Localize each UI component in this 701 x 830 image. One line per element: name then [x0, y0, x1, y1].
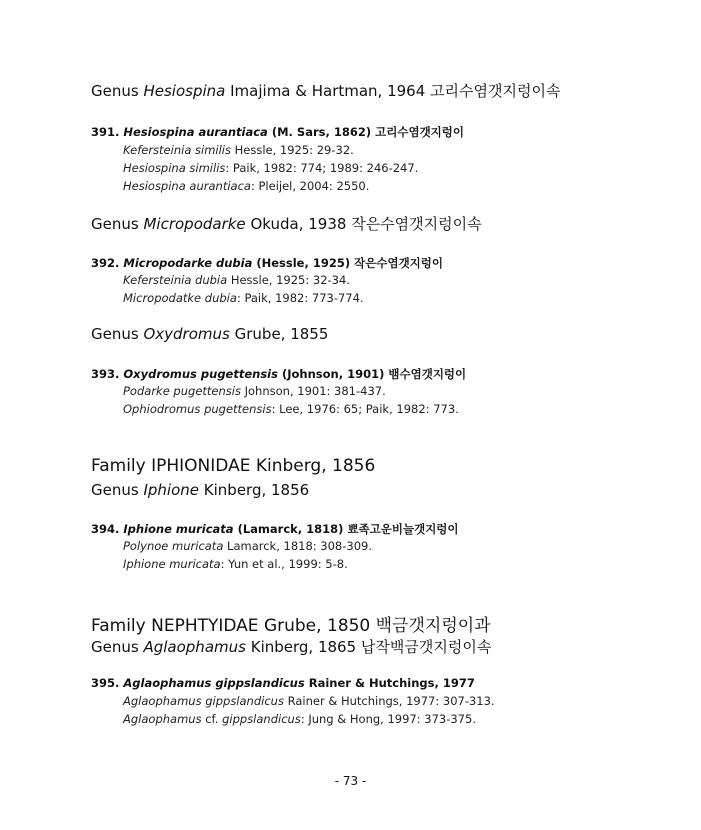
- genus-name: Iphione: [143, 481, 200, 499]
- genus-heading-hesiospina: [91, 80, 560, 101]
- species-author: (Lamarck, 1818): [237, 522, 344, 536]
- synonym-name: Polynoe muricata: [123, 539, 224, 553]
- genus-label: Genus: [91, 325, 139, 343]
- family-label: Family: [91, 616, 146, 636]
- synonym-ref: : Paik, 1982: 774; 1989: 246-247.: [225, 161, 419, 175]
- synonym-ref: Hessle, 1925: 32-34.: [230, 273, 350, 287]
- synonym-name: Hesiospina similis: [123, 161, 226, 175]
- species-author: (Johnson, 1901): [281, 367, 385, 381]
- species-entry-391: [91, 124, 464, 140]
- synonym-ref: Lamarck, 1818: 308-309.: [227, 539, 373, 553]
- synonym-ref: : Jung & Hong, 1997: 373-375.: [300, 712, 476, 726]
- genus-name: Aglaophamus: [143, 638, 246, 656]
- synonym-ref: : Paik, 1982: 773-774.: [236, 291, 364, 305]
- genus-label: Genus: [91, 82, 139, 100]
- synonym-name: Kefersteinia similis: [123, 143, 231, 157]
- synonym-line: [123, 384, 386, 398]
- page-number: - 73 -: [334, 774, 367, 788]
- synonym-line: [123, 539, 372, 553]
- genus-author: Imajima & Hartman, 1964: [230, 82, 426, 100]
- genus-author: Kinberg, 1865: [250, 638, 357, 656]
- synonym-name: Aglaophamus gippslandicus: [123, 694, 284, 708]
- species-entry-392: [91, 255, 443, 271]
- species-korean: 뱀수염갯지렁이: [388, 367, 467, 381]
- synonym-line: [123, 143, 354, 157]
- entry-number: 394.: [91, 522, 120, 536]
- family-name: NEPHTYIDAE Grube, 1850: [151, 616, 371, 636]
- synonym-line: [123, 179, 369, 193]
- species-name: Oxydromus pugettensis: [123, 367, 278, 381]
- species-author: (M. Sars, 1862): [271, 125, 372, 139]
- genus-name: Oxydromus: [143, 325, 230, 343]
- genus-author: Grube, 1855: [234, 325, 329, 343]
- entry-number: 393.: [91, 367, 120, 381]
- entry-number: 392.: [91, 256, 120, 270]
- synonym-line: [123, 402, 459, 416]
- genus-heading-iphione: [91, 481, 309, 499]
- synonym-ref: : Lee, 1976: 65; Paik, 1982: 773.: [271, 402, 459, 416]
- genus-heading-oxydromus: [91, 325, 328, 343]
- synonym-name: Kefersteinia dubia: [123, 273, 228, 287]
- species-name: Aglaophamus gippslandicus: [123, 676, 305, 690]
- entry-number: 395.: [91, 676, 120, 690]
- species-entry-395: [91, 676, 475, 690]
- entry-number: 391.: [91, 125, 120, 139]
- species-name: Iphione muricata: [123, 522, 234, 536]
- synonym-line: [123, 161, 418, 175]
- species-entry-393: [91, 366, 466, 382]
- synonym-line: [123, 557, 348, 571]
- synonym-name: Hesiospina aurantiaca: [123, 179, 251, 193]
- synonym-ref: Rainer & Hutchings, 1977: 307-313.: [287, 694, 495, 708]
- synonym-name: Ophiodromus pugettensis: [123, 402, 272, 416]
- genus-heading-aglaophamus: [91, 636, 491, 657]
- species-author: (Hessle, 1925): [256, 256, 351, 270]
- species-name: Hesiospina aurantiaca: [123, 125, 268, 139]
- family-heading-nephtyidae: [91, 611, 491, 636]
- genus-label: Genus: [91, 481, 139, 499]
- synonym-name-genus: Aglaophamus: [123, 712, 202, 726]
- genus-korean: 납작백금갯지렁이속: [360, 638, 492, 656]
- synonym-name: Micropodatke dubia: [123, 291, 237, 305]
- synonym-ref: : Pleijel, 2004: 2550.: [250, 179, 370, 193]
- genus-author: Okuda, 1938: [250, 215, 347, 233]
- synonym-name: Iphione muricata: [123, 557, 221, 571]
- genus-label: Genus: [91, 638, 139, 656]
- species-korean: 뾰족고운비늘갯지렁이: [347, 522, 459, 536]
- synonym-line: [123, 291, 364, 305]
- species-korean: 작은수염갯지렁이: [354, 256, 444, 270]
- synonym-ref: Johnson, 1901: 381-437.: [244, 384, 386, 398]
- genus-korean: 고리수염갯지렁이속: [430, 82, 561, 100]
- species-korean: 고리수염갯지렁이: [375, 125, 465, 139]
- synonym-line: [123, 694, 495, 708]
- synonym-name-species: gippslandicus: [222, 712, 301, 726]
- genus-author: Kinberg, 1856: [203, 481, 310, 499]
- synonym-cf: cf.: [205, 712, 219, 726]
- genus-name: Hesiospina: [143, 82, 226, 100]
- family-korean: 백금갯지렁이과: [375, 616, 491, 636]
- family-heading-iphionidae: [91, 456, 375, 476]
- genus-korean: 작은수염갯지렁이속: [351, 215, 482, 233]
- genus-label: Genus: [91, 215, 139, 233]
- synonym-line: [123, 273, 350, 287]
- species-author: Rainer & Hutchings, 1977: [308, 676, 475, 690]
- synonym-ref: : Yun et al., 1999: 5-8.: [220, 557, 348, 571]
- synonym-ref: Hessle, 1925: 29-32.: [234, 143, 354, 157]
- synonym-line: [123, 712, 476, 726]
- family-label: Family: [91, 456, 146, 476]
- species-name: Micropodarke dubia: [123, 256, 253, 270]
- synonym-name: Podarke pugettensis: [123, 384, 241, 398]
- genus-heading-micropodarke: [91, 213, 482, 234]
- family-name: IPHIONIDAE Kinberg, 1856: [151, 456, 376, 476]
- species-entry-394: [91, 521, 459, 537]
- genus-name: Micropodarke: [143, 215, 246, 233]
